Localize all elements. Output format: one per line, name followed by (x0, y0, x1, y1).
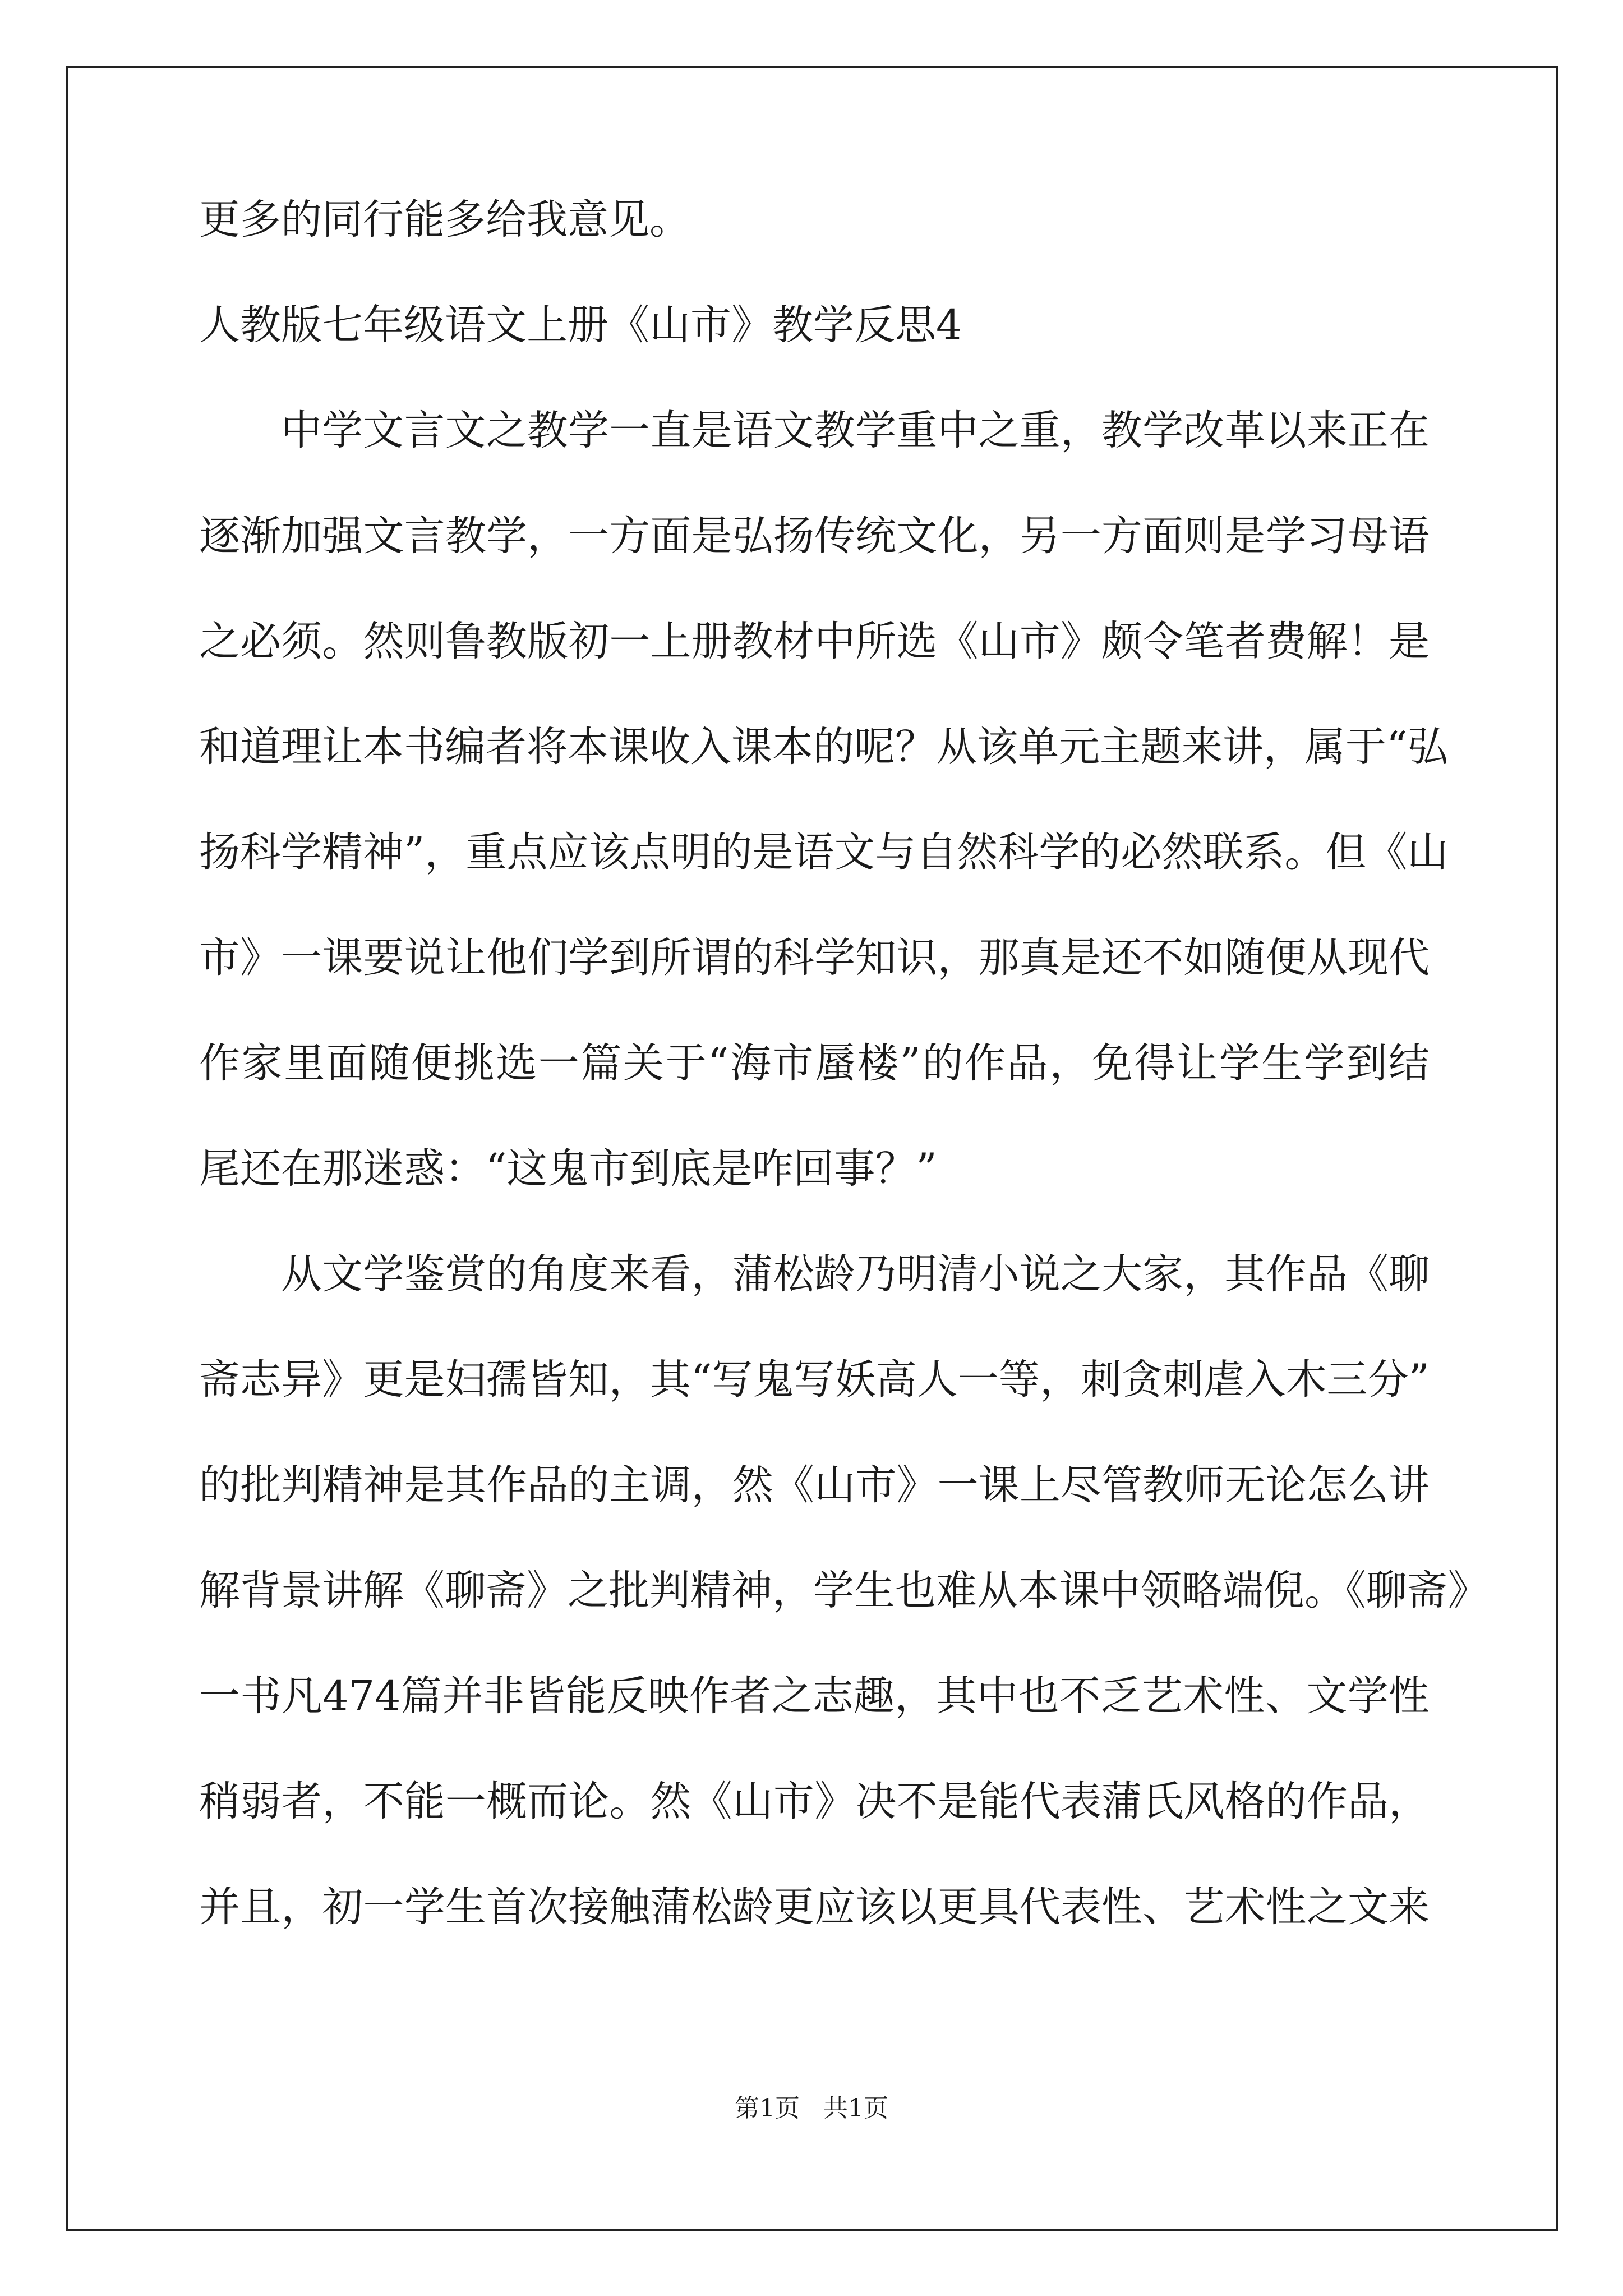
paragraph-line: 中学文言文之教学一直是语文教学重中之重，教学改革以来正在 (281, 407, 1430, 454)
paragraph-line: 并且，初一学生首次接触蒲松龄更应该以更具代表性、艺术性之文来 (199, 1883, 1430, 1931)
text-line-continuation: 更多的同行能多给我意见。 (199, 196, 690, 243)
paragraph-line: 市》一课要说让他们学到所谓的科学知识，那真是还不如随便从现代 (199, 934, 1430, 982)
paragraph-line: 斋志异》更是妇孺皆知，其“写鬼写妖高人一等，刺贪刺虐入木三分” (199, 1356, 1430, 1404)
paragraph-line: 作家里面随便挑选一篇关于“海市蜃楼”的作品，免得让学生学到结 (199, 1039, 1430, 1087)
paragraph-line: 一书凡474篇并非皆能反映作者之志趣，其中也不乏艺术性、文学性 (199, 1672, 1430, 1720)
section-heading: 人教版七年级语文上册《山市》教学反思4 (199, 301, 962, 349)
page-number: 第1页 (735, 2094, 800, 2123)
paragraph-line: 尾还在那迷惑：“这鬼市到底是咋回事？” (199, 1145, 937, 1193)
paragraph-line: 解背景讲解《聊斋》之批判精神，学生也难从本课中领略端倪。《聊斋》 (199, 1567, 1489, 1614)
page-footer (0, 2088, 1623, 2124)
paragraph-line: 稍弱者，不能一概而论。然《山市》决不是能代表蒲氏风格的作品， (199, 1778, 1430, 1825)
paragraph-line: 的批判精神是其作品的主调，然《山市》一课上尽管教师无论怎么讲 (199, 1461, 1430, 1509)
page-total: 共1页 (823, 2094, 888, 2123)
paragraph-line: 逐渐加强文言教学，一方面是弘扬传统文化，另一方面则是学习母语 (199, 512, 1430, 560)
paragraph-line: 从文学鉴赏的角度来看，蒲松龄乃明清小说之大家，其作品《聊 (281, 1250, 1430, 1298)
paragraph-line: 之必须。然则鲁教版初一上册教材中所选《山市》颇令笔者费解！是 (199, 618, 1430, 665)
paragraph-line: 扬科学精神”，重点应该点明的是语文与自然科学的必然联系。但《山 (199, 829, 1449, 876)
paragraph-line: 和道理让本书编者将本课收入课本的呢？从该单元主题来讲，属于“弘 (199, 723, 1449, 771)
